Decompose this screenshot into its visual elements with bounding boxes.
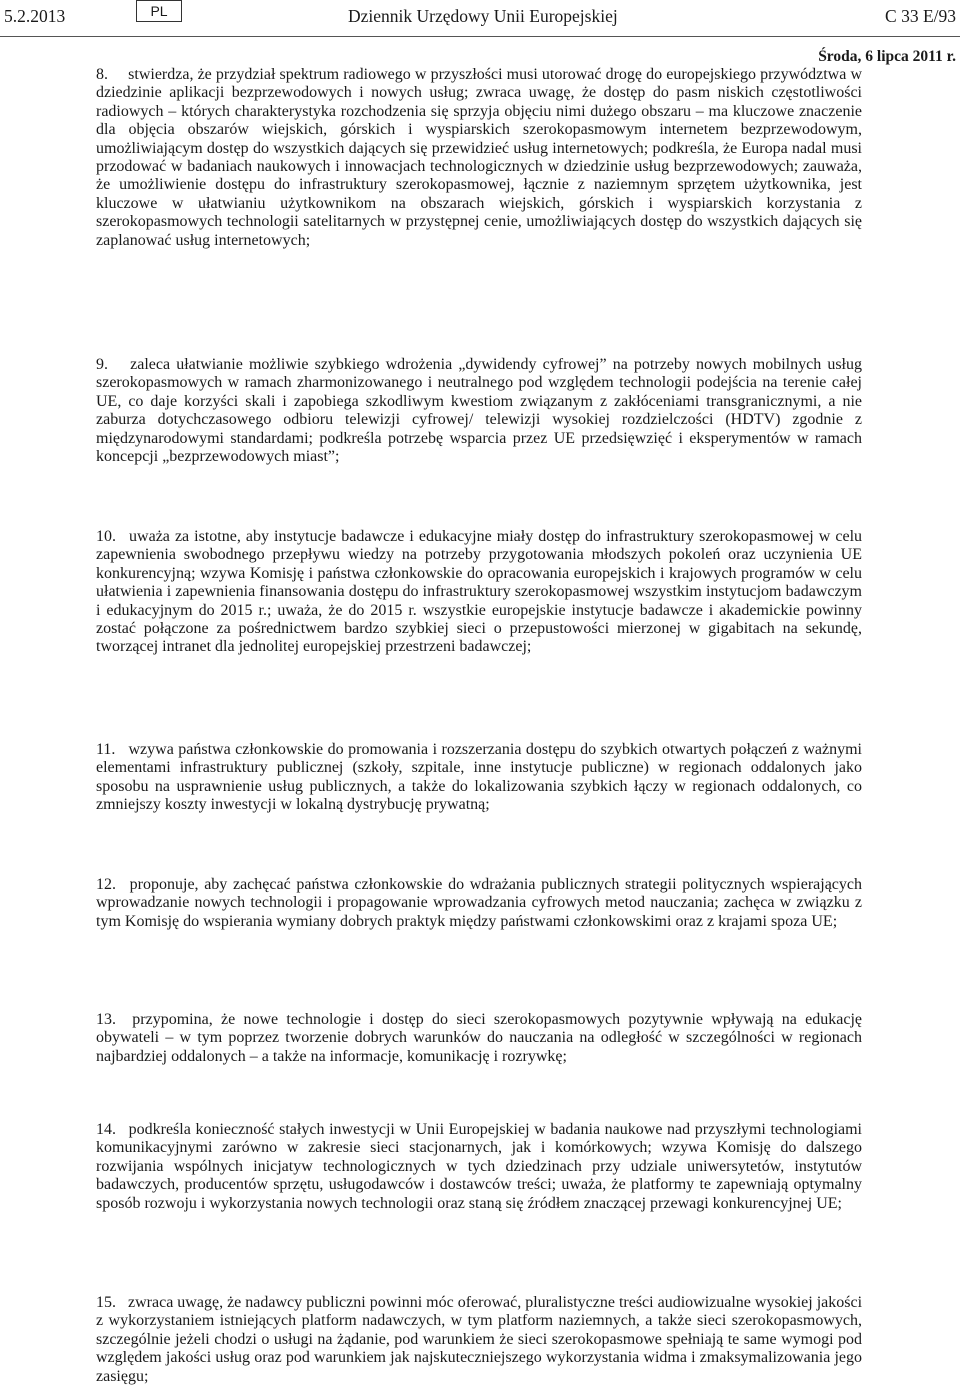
- resolution-item: [96, 1011, 862, 1066]
- page-header: [0, 0, 960, 37]
- item-number: 10.: [96, 528, 116, 545]
- resolution-item: [96, 528, 862, 657]
- item-number: 8.: [96, 66, 108, 83]
- item-text: podkreśla konieczność stałych inwestycji w Unii Europejskiej w badania naukowe nad przyszłymi technologiami komunikacyjnymi zarówno w zakresie sieci stacjonarnych, jak i komórkowych; wzywa Komisję do dalszego rozwijania wspólnych inicjatyw technologicznych w tych dziedzinach przy udziale uniwersytetów, instytutów badawczych, producentów sprzętu, usługodawców i dostawców treści; uważa, że platformy te zapewniają optymalny sposób rozwoju i wykorzystania nowych technologii oraz staną się źródłem znaczącej przewagi konkurencyjnej UE;: [96, 1121, 863, 1212]
- resolution-item: [96, 741, 862, 815]
- resolution-item: [96, 876, 862, 931]
- journal-title: Dziennik Urzędowy Unii Europejskiej: [348, 6, 618, 26]
- resolution-item: [96, 1294, 862, 1386]
- item-number: 13.: [96, 1011, 116, 1028]
- item-text: stwierdza, że przydział spektrum radiowego w przyszłości musi utorować drogę do europejskiego przywództwa w dziedzinie aplikacji bezprzewodowych i nowych usług; zwraca uwagę, że dostęp do pasm niskich częstotliwości radiowych – których charakterystyka rozchodzenia się sprzyja objęciu nimi dużego obszaru – ma kluczowe znaczenie dla objęcia obszarów wiejskich, górskich i wyspiarskich szerokopasmowym internetem bezprzewodowym, umożliwiającym dostęp do wszystkich dających się przewidzieć usług internetowych; podkreśla, że Europa nadal musi przodować w badaniach naukowych i innowacjach technologicznych w dziedzinie usług bezprzewodowych; zauważa, że umożliwienie dostępu do infrastruktury szerokopasmowej, łącznie z naziemnym sprzętem użytkownika, jest kluczowe w ułatwianiu użytkownikom na obszarach wiejskich, górskich i wyspiarskich korzystania z szerokopasmowych technologii satelitarnych w przystępnej cenie, umożliwiających dostęp do wszystkich dających się zaplanować usług internetowych;: [96, 66, 863, 249]
- publication-date: 5.2.2013: [4, 6, 66, 26]
- page-reference: C 33 E/93: [885, 6, 956, 26]
- item-number: 15.: [96, 1294, 116, 1311]
- session-dateline: Środa, 6 lipca 2011 r.: [818, 48, 956, 65]
- resolution-item: [96, 356, 862, 466]
- language-badge: PL: [136, 0, 182, 22]
- item-number: 11.: [96, 741, 116, 758]
- resolution-item: [96, 66, 862, 250]
- item-text: proponuje, aby zachęcać państwa członkowskie do wdrażania publicznych strategii politycznych wspierających wprowadzanie nowych technologii i propagowanie wprowadzania cyfrowych metod nauczania; zachęca w związku z tym Komisję do wspierania wymiany dobrych praktyk między państwami członkowskimi oraz z krajami spoza UE;: [96, 876, 863, 930]
- item-text: przypomina, że nowe technologie i dostęp do sieci szerokopasmowych pozytywnie wpływają na edukację obywateli – w tym poprzez tworzenie dobrych warunków do nauczania na odległość w szczególności w regionach najbardziej oddalonych – a także na informacje, komunikację i rozrywkę;: [96, 1011, 863, 1065]
- item-text: zaleca ułatwianie możliwie szybkiego wdrożenia „dywidendy cyfrowej” na potrzeby nowych mobilnych usług szerokopasmowych w ramach zharmonizowanego i neutralnego pod względem technologii podejścia na terenie całej UE, co daje korzyści skali i zapobiega szkodliwym kwestiom związanym z zakłóceniami transgranicznymi, a nie zaburza dotychczasowego odbioru telewizji cyfrowej/ telewizji wysokiej rozdzielczości (HDTV) zgodnie z międzynarodowymi standardami; podkreśla potrzebę wsparcia przez UE przedsięwzięć i eksperymentów w ramach koncepcji „bezprzewodowych miast”;: [96, 356, 863, 466]
- item-number: 14.: [96, 1121, 116, 1138]
- item-number: 12.: [96, 876, 116, 893]
- item-number: 9.: [96, 356, 108, 373]
- item-text: uważa za istotne, aby instytucje badawcze i edukacyjne miały dostęp do infrastruktury szerokopasmowej w celu zapewnienia swobodnego przepływu wiedzy na potrzeby przygotowania młodszych pokoleń oraz uczynienia UE konkurencyjną; wzywa Komisję i państwa członkowskie do opracowania europejskich i krajowych programów w celu ułatwienia i zapewnienia finansowania dostępu do infrastruktury szerokopasmowej wszystkim instytucjom badawczym i edukacyjnym do 2015 r.; uważa, że do 2015 r. wszystkie europejskie instytucje badawcze i akademickie powinny zostać połączone za pośrednictwem bardzo szybkiej sieci o przepustowości mierzonej w gigabitach na sekundę, tworzącej intranet dla jednolitej europejskiej przestrzeni badawczej;: [96, 528, 863, 656]
- item-text: zwraca uwagę, że nadawcy publiczni powinni móc oferować, pluralistyczne treści audiowizualne wysokiej jakości z wykorzystaniem istniejących platform nadawczych, w tym platform naziemnych, a także sieci szerokopasmowych, szczególnie jeżeli chodzi o usługi na żądanie, pod warunkiem że sieci szerokopasmowe spełniają te same wymogi pod względem jakości usług oraz pod warunkiem jak najskuteczniejszego wykorzystania widma i zmaksymalizowania jego zasięgu;: [96, 1294, 863, 1385]
- item-text: wzywa państwa członkowskie do promowania i rozszerzania dostępu do szybkich otwartych połączeń z ważnymi elementami infrastruktury publicznej (szkoły, szpitale, inne instytucje publiczne) w regionach oddalonych jako sposobu na usprawnienie usług publicznych, a także do lokalizowania szybkich łączy w regionach oddalonych, co zmniejszy koszty inwestycji w lokalną dystrybucję prywatną;: [96, 741, 862, 814]
- resolution-item: [96, 1121, 862, 1213]
